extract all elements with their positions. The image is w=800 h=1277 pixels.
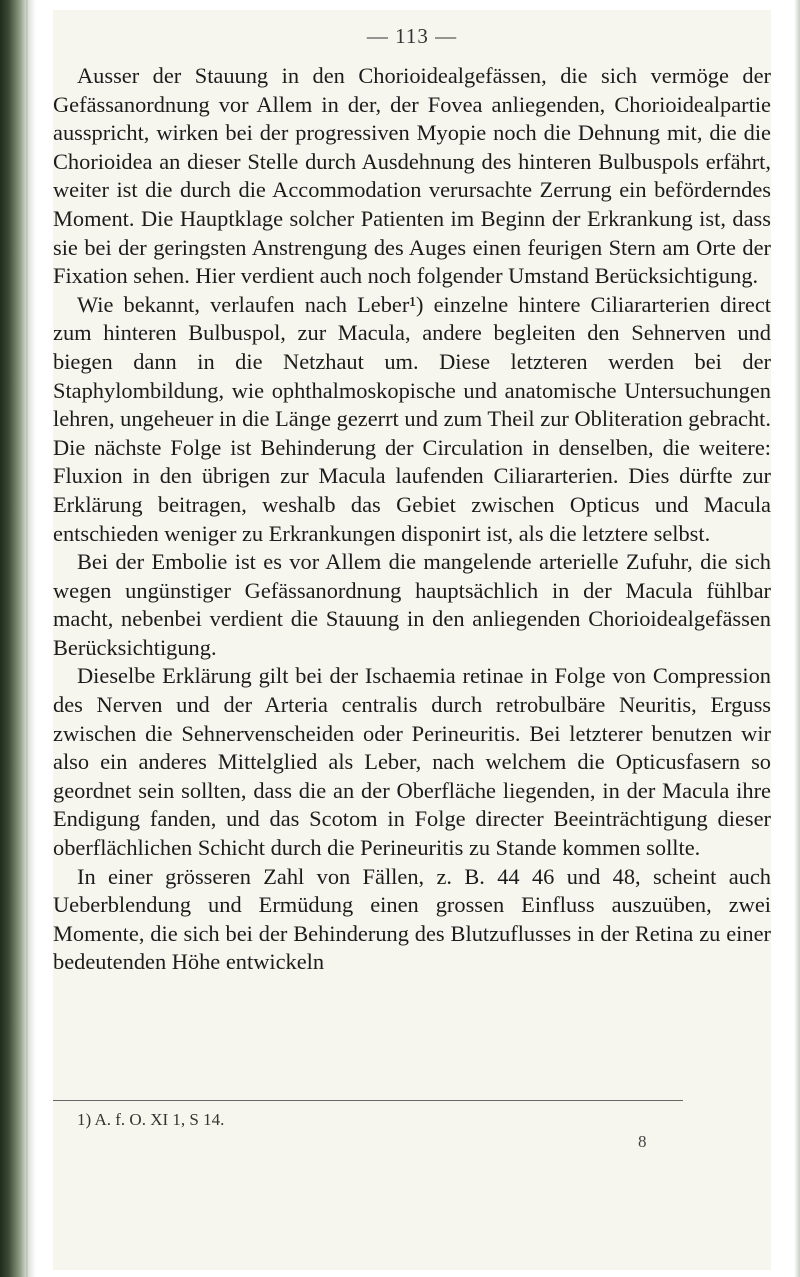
paragraph-4: Dieselbe Erklärung gilt bei der Ischaemia retinae in Folge von Compression des Nerven und der Arteria centralis durch retrobulbäre Neuritis, Erguss zwischen die Sehnervenscheiden oder Perineuritis. Bei letzterer benutzen wir also ein anderes Mittelglied als Leber, nach welchem die Opticusfasern so geordnet sein sollten, dass die an der Oberfläche liegenden, in der Macula ihre Endigung fanden, und das Scotom in Folge directer Beeinträchtigung dieser oberflächlichen Schicht durch die Perineuritis zu Stande kommen sollte. <box>53 663 771 861</box>
paragraph-1: Ausser der Stauung in den Chorioidealgefässen, die sich vermöge der Gefässanordnung vor Allem in der, der Fovea anliegenden, Chorioidealpartie ausspricht, wirken bei der progressiven Myopie noch die Dehnung mit, die die Chorioidea an dieser Stelle durch Ausdehnung des hinteren Bulbuspols erfährt, weiter ist die durch die Accommodation verursachte Zerrung ein beförderndes Moment. Die Hauptklage solcher Patienten im Beginn der Erkrankung ist, dass sie bei der geringsten Anstrengung des Auges einen feurigen Stern am Orte der Fixation sehen. Hier verdient auch noch folgender Umstand Berücksichtigung. <box>53 63 771 289</box>
footnote-divider <box>53 1100 683 1101</box>
spine-edge <box>26 0 36 1277</box>
book-spine-shadow <box>0 0 28 1277</box>
paragraph-5: In einer grösseren Zahl von Fällen, z. B. 44 46 und 48, scheint auch Ueberblendung und Ermüdung einen grossen Einfluss auszuüben, zwei Momente, die sich bei der Behinderung des Blutzuflusses in der Retina zu einer bedeutenden Höhe entwickeln <box>53 863 771 975</box>
paragraph-2: Wie bekannt, verlaufen nach Leber¹) einzelne hintere Ciliararterien direct zum hinteren Bulbuspol, zur Macula, andere begleiten den Sehnerven und biegen dann in die Netzhaut um. Diese letzteren werden bei der Staphylombildung, wie ophthalmoskopische und anatomische Untersuchungen lehren, ungeheuer in die Länge gezerrt und zum Theil zur Obliteration gebracht. Die nächste Folge ist Behinderung der Circulation in denselben, die weitere: Fluxion in den übrigen zur Macula laufenden Ciliararterien. Dies dürfte zur Erklärung beitragen, weshalb das Gebiet zwischen Opticus und Macula entschieden weniger zu Erkrankungen disponirt ist, als die letztere selbst. <box>53 291 771 546</box>
page-edge-shadow <box>794 0 800 1277</box>
paragraph-3: Bei der Embolie ist es vor Allem die mangelende arterielle Zufuhr, die sich wegen ungünstiger Gefässanordnung hauptsächlich in der Macula fühlbar macht, nebenbei verdient die Stauung in den anliegenden Chorioidealgefässen Berücksichtigung. <box>53 549 771 660</box>
body-text <box>53 62 771 977</box>
book-page <box>53 10 771 1270</box>
footnote: 1) A. f. O. XI 1, S 14. <box>77 1110 225 1129</box>
printer-signature: 8 <box>638 1132 647 1151</box>
page-header: — 113 — <box>366 24 458 48</box>
